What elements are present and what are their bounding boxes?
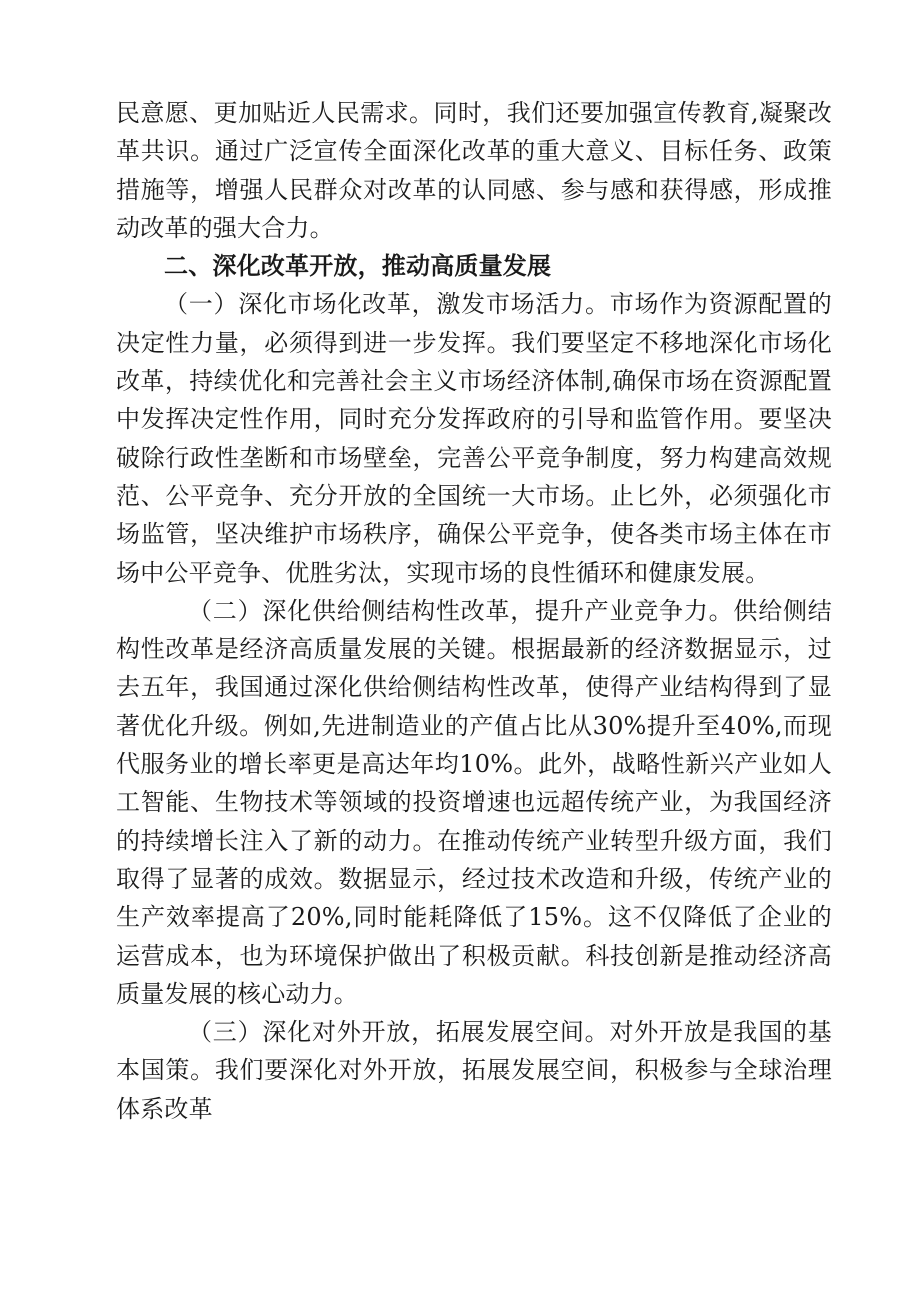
paragraph-public-will: 民意愿、更加贴近人民需求。同时，我们还要加强宣传教育,凝聚改革共识。通过广泛宣传全面深化改革的重大意义、目标任务、政策措施等，增强人民群众对改革的认同感、参与感和获得感，形成推动改革的强大合力。	[116, 99, 832, 242]
section-heading-reform-opening: 二、深化改革开放，推动高质量发展	[164, 252, 552, 281]
paragraph-market-reform: （一）深化市场化改革，激发市场活力。市场作为资源配置的决定性力量，必须得到进一步发挥。我们要坚定不移地深化市场化改革，持续优化和完善社会主义市场经济体制,确保市场在资源配置中发挥决定性作用，同时充分发挥政府的引导和监管作用。要坚决破除行政性垄断和市场壁垒，完善公平竞争制度，努力构建高效规范、公平竞争、充分开放的全国统一大市场。止匕外，必须强化市场监管，坚决维护市场秩序，确保公平竞争，使各类市场主体在市场中公平竞争、优胜劣汰，实现市场的良性循环和健康发展。	[116, 290, 832, 587]
paragraph-opening-up: （三）深化对外开放，拓展发展空间。对外开放是我国的基本国策。我们要深化对外开放，拓展发展空间，积极参与全球治理体系改革	[116, 1018, 832, 1123]
paragraph-supply-side-reform: （二）深化供给侧结构性改革，提升产业竞争力。供给侧结构性改革是经济高质量发展的关键。根据最新的经济数据显示，过去五年，我国通过深化供给侧结构性改革，使得产业结构得到了显著优化升级。例如,先进制造业的产值占比从30%提升至40%,而现代服务业的增长率更是高达年均10%。此外，战略性新兴产业如人工智能、生物技术等领域的投资增速也远超传统产业，为我国经济的持续增长注入了新的动力。在推动传统产业转型升级方面，我们取得了显著的成效。数据显示，经过技术改造和升级，传统产业的生产效率提高了20%,同时能耗降低了15%。这不仅降低了企业的运营成本，也为环境保护做出了积极贡献。科技创新是推动经济高质量发展的核心动力。	[116, 596, 832, 1008]
document-body	[116, 94, 832, 1128]
